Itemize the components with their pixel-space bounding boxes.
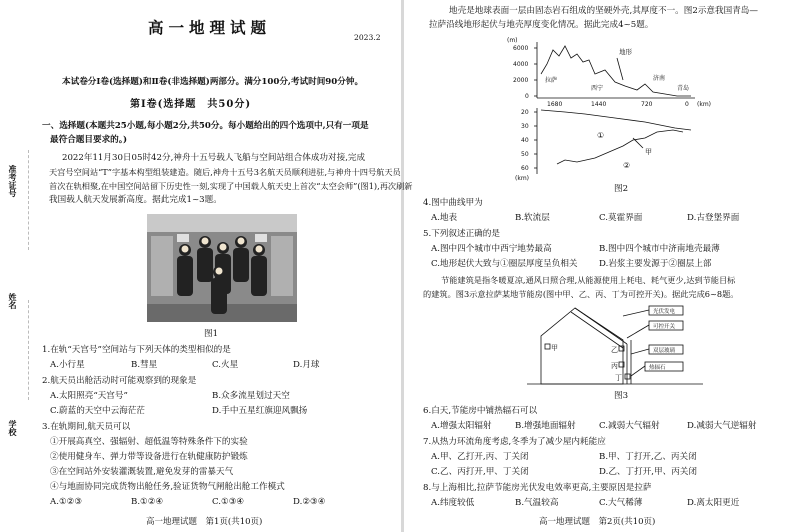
- q5-option-a[interactable]: A.图中四个城市中西宁地势最高: [431, 244, 552, 254]
- q2-option-c[interactable]: C.蔚蓝的天空中云海茫茫: [50, 406, 145, 416]
- intro2-line: 的建筑。图3示意拉萨某地节能房(图中甲、乙、丙、丁为可控开关)。据此完成6~8题。: [423, 289, 739, 299]
- intro2-line: 节能建筑是指冬暖夏凉,通风日照合理,从能源使用上耗电、耗气更少,达到节能目标: [441, 275, 736, 285]
- q5-option-b[interactable]: B.图中四个城市中济南地壳最薄: [599, 244, 720, 254]
- question-5: 5.下列叙述正确的是: [423, 229, 500, 239]
- fig2-depth: 20: [521, 109, 529, 116]
- page-footer: 高一地理试题 第1页(共10页): [146, 517, 263, 527]
- fig2-depth-unit: (km): [515, 175, 530, 182]
- figure-2-caption: 图2: [614, 184, 629, 194]
- q4-option-c[interactable]: C.莫霍界面: [599, 213, 643, 223]
- fig2-city-xining: 西宁: [591, 85, 604, 92]
- fig2-depth: 30: [521, 123, 529, 130]
- question-6: 6.白天,节能房中铺热辐石可以: [423, 406, 538, 416]
- q1-option-c[interactable]: C.火星: [212, 360, 239, 370]
- q5-option-c[interactable]: C.地形起伏大致与①圈层厚度呈负相关: [431, 259, 578, 269]
- fig2-distance: 0: [685, 101, 689, 108]
- fig3-label-pv: 光伏发电: [653, 309, 676, 315]
- fig2-tick: 4000: [513, 61, 529, 68]
- q7-option-d[interactable]: D.乙、丁打开,甲、丙关闭: [599, 467, 697, 477]
- fig2-city-lasa: 拉萨: [545, 77, 558, 84]
- fig2-city-jinan: 济南: [653, 75, 666, 82]
- right-page: [405, 0, 794, 532]
- figure-1-photo: [147, 214, 297, 322]
- q3-statement: ②使用健身车、弹力带等设备进行在轨健康防护锻炼: [50, 452, 248, 462]
- q3-statement: ④与地面协同完成货物出舱任务,验证货物气闸舱出舱工作模式: [50, 482, 285, 492]
- q6-option-d[interactable]: D.减弱大气逆辐射: [687, 421, 757, 431]
- q4-option-a[interactable]: A.地表: [431, 213, 458, 223]
- q2-option-d[interactable]: D.手中五星红旗迎风飘扬: [212, 406, 308, 416]
- q2-option-a[interactable]: A.太阳照亮“天宫号”: [50, 391, 128, 401]
- fig2-terrain-label: 地形: [619, 48, 632, 56]
- fig2-tick: 2000: [513, 77, 529, 84]
- q4-option-b[interactable]: B.软流层: [515, 213, 550, 223]
- binding-line: [28, 300, 29, 400]
- fig2-marker-2: ②: [623, 161, 631, 170]
- figure-3-caption: 图3: [614, 391, 629, 401]
- q3-statement: ①开展高真空、强辐射、超低温等特殊条件下的实验: [50, 437, 248, 447]
- fig3-label-switch: 可控开关: [653, 324, 676, 330]
- fig2-marker-jia: 甲: [645, 148, 652, 156]
- q3-option-c[interactable]: C.①③④: [212, 497, 245, 507]
- side-label-school: 学校: [8, 420, 18, 436]
- figure-2-diagram: [505, 34, 725, 182]
- q6-option-c[interactable]: C.减弱大气辐射: [599, 421, 660, 431]
- q1-option-a[interactable]: A.小行星: [50, 360, 85, 370]
- fig2-marker-1: ①: [597, 131, 605, 140]
- passage-line: 2022年11月30日05时42分,神舟十五号载人飞船与空间站组合体成功对接,完成: [62, 153, 366, 163]
- side-label-name: 姓名: [8, 293, 18, 309]
- question-2: 2.航天员出舱活动时可能观察到的现象是: [42, 376, 197, 386]
- figure-1-caption: 图1: [204, 329, 219, 339]
- q3-option-a[interactable]: A.①②③: [50, 497, 83, 507]
- instructions: 本试卷分Ⅰ卷(选择题)和Ⅱ卷(非选择题)两部分。满分100分,考试时间90分钟。: [62, 77, 364, 87]
- question-3: 3.在轨期间,航天员可以: [42, 422, 131, 432]
- q7-option-c[interactable]: C.乙、丙打开,甲、丁关闭: [431, 467, 529, 477]
- passage-line: 天宫号空间站“T”字基本构型组装建造。随后,神舟十五号3名航天员顺利进驻,与神舟十四号航天员: [49, 167, 401, 177]
- fig2-depth: 40: [521, 137, 529, 144]
- fig3-switch-bing: 丙: [611, 362, 618, 370]
- figure-3-diagram: [527, 304, 703, 388]
- q3-option-d[interactable]: D.②③④: [293, 497, 326, 507]
- q3-statement: ③在空间站外安装灌溉装置,避免发芽的雷暴天气: [50, 467, 234, 477]
- intro-line: 地壳是地球表面一层由固态岩石组成的坚硬外壳,其厚度不一。图2示意我国青岛—: [449, 6, 758, 16]
- q8-option-c[interactable]: C.大气稀薄: [599, 498, 643, 508]
- q2-option-b[interactable]: B.众多流星划过天空: [212, 391, 290, 401]
- fig3-switch-yi: 乙: [611, 346, 618, 354]
- question-4: 4.图中曲线甲为: [423, 198, 483, 208]
- q8-option-a[interactable]: A.纬度较低: [431, 498, 475, 508]
- q5-option-d[interactable]: D.岩浆主要发源于②圈层上部: [599, 259, 712, 269]
- q7-option-b[interactable]: B.甲、丁打开,乙、丙关闭: [599, 452, 697, 462]
- q6-option-a[interactable]: A.增强太阳辐射: [431, 421, 492, 431]
- section-heading-cont: 最符合题目要求的。): [50, 135, 128, 145]
- fig2-depth: 50: [521, 151, 529, 158]
- fig2-city-qingdao: 青岛: [677, 85, 690, 92]
- fig3-switch-ding: 丁: [615, 374, 622, 382]
- fig2-top-unit: (m): [507, 37, 518, 44]
- fig2-distance: 720: [641, 101, 653, 108]
- astronauts-photo-icon: [147, 214, 297, 322]
- section-heading: 一、选择题(本题共25小题,每小题2分,共50分。每小题给出的四个选项中,只有一项是: [42, 121, 369, 131]
- exam-date: 2023.2: [354, 33, 381, 42]
- fig2-depth: 60: [521, 165, 529, 172]
- question-8: 8.与上海相比,拉萨节能房光伏发电效率更高,主要原因是拉萨: [423, 483, 652, 493]
- q1-option-b[interactable]: B.彗星: [131, 360, 158, 370]
- fig2-tick: 0: [525, 93, 529, 100]
- passage-line: 我国载人航天发展新高度。据此完成1~3题。: [49, 195, 222, 205]
- fig3-switch-jia: 甲: [551, 344, 558, 352]
- q7-option-a[interactable]: A.甲、乙打开,丙、丁关闭: [431, 452, 529, 462]
- question-1: 1.在轨“天宫号”空间站与下列天体的类型相似的是: [42, 345, 231, 355]
- question-7: 7.从热力环流角度考虑,冬季为了减少屋内耗能应: [423, 437, 606, 447]
- q3-option-b[interactable]: B.①②④: [131, 497, 164, 507]
- binding-line: [28, 150, 29, 250]
- page-title: 高一地理试题: [148, 18, 272, 37]
- page-footer: 高一地理试题 第2页(共10页): [539, 517, 656, 527]
- page-fold: [401, 0, 404, 532]
- fig3-label-glass: 双层玻璃: [653, 348, 676, 354]
- q8-option-d[interactable]: D.离太阳更近: [687, 498, 740, 508]
- side-label-exam-id: 准考证号: [8, 165, 18, 197]
- q4-option-d[interactable]: D.古登堡界面: [687, 213, 740, 223]
- fig2-distance: 1440: [591, 101, 607, 108]
- passage-line: 首次在轨相聚,在中国空间站留下历史性一刻,实现了中国载人航天史上首次“太空会师”(图1),再次刷新: [49, 181, 413, 191]
- part-heading: 第Ⅰ卷(选择题 共50分): [130, 99, 252, 110]
- fig2-distance: 1680: [547, 101, 563, 108]
- q1-option-d[interactable]: D.月球: [293, 360, 320, 370]
- fig3-label-stone: 热辐石: [649, 365, 666, 371]
- q8-option-b[interactable]: B.气温较高: [515, 498, 559, 508]
- intro-line: 拉萨沿线地形起伏与地壳厚度变化情况。据此完成4~5题。: [429, 20, 654, 30]
- fig2-tick: 6000: [513, 45, 529, 52]
- q6-option-b[interactable]: B.增强地面辐射: [515, 421, 576, 431]
- fig2-distance-unit: (km): [697, 101, 712, 108]
